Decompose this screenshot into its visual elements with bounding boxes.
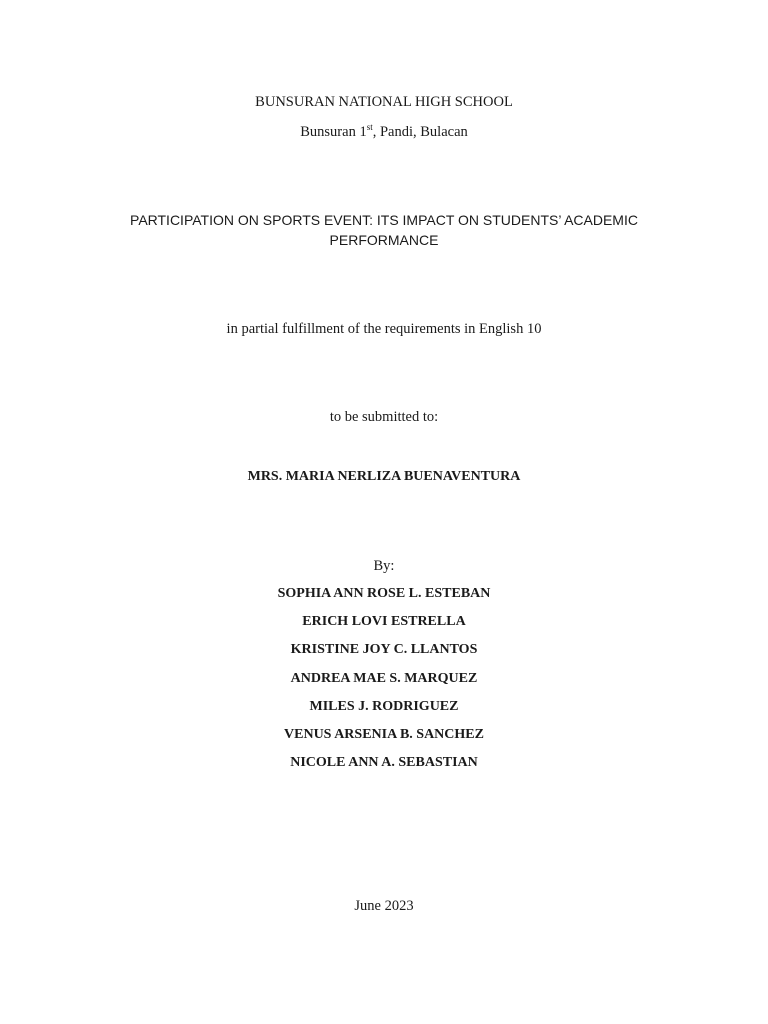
title-line-1: PARTICIPATION ON SPORTS EVENT: ITS IMPACT ON STUDENTS’ ACADEMIC: [130, 212, 638, 228]
author-name: ANDREA MAE S. MARQUEZ: [290, 670, 478, 686]
address-suffix: , Pandi, Bulacan: [372, 124, 468, 140]
author-name: VENUS ARSENIA B. SANCHEZ: [284, 726, 484, 742]
school-address: [0, 122, 768, 142]
author-name: NICOLE ANN A. SEBASTIAN: [290, 755, 478, 771]
school-name: BUNSURAN NATIONAL HIGH SCHOOL: [255, 94, 513, 110]
by-label: By:: [373, 558, 395, 574]
title-line-2: PERFORMANCE: [329, 232, 439, 248]
address-superscript: st: [366, 122, 373, 133]
author-name: ERICH LOVI ESTRELLA: [302, 614, 466, 630]
author-list: [0, 584, 768, 781]
teacher-name: MRS. MARIA NERLIZA BUENAVENTURA: [247, 469, 521, 484]
author-name: KRISTINE JOY C. LLANTOS: [290, 642, 478, 658]
fulfillment-text: in partial fulfillment of the requirements in English 10: [226, 321, 542, 337]
submitted-to-label: to be submitted to:: [329, 409, 439, 425]
address-prefix: Bunsuran 1: [300, 124, 367, 140]
author-name: SOPHIA ANN ROSE L. ESTEBAN: [277, 586, 491, 601]
submission-date: June 2023: [354, 898, 414, 914]
author-name: MILES J. RODRIGUEZ: [309, 698, 459, 714]
